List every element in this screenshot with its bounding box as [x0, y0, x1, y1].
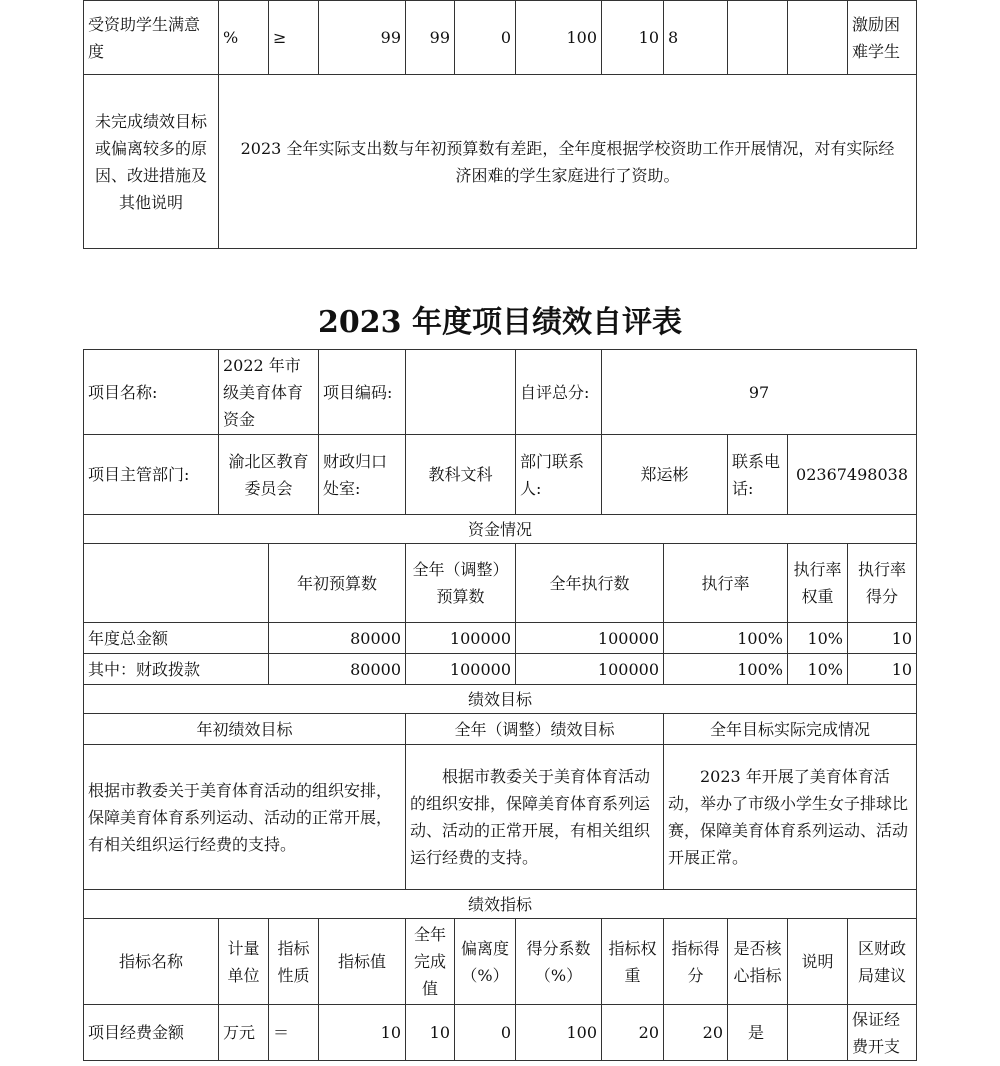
- indicator-cell: 100: [516, 1005, 602, 1061]
- indicator-actual: 99: [406, 1, 455, 75]
- indicator-header: 偏离度（%）: [455, 919, 516, 1005]
- indicator-name: 受资助学生满意度: [84, 1, 219, 75]
- indicator-cell: 20: [664, 1005, 728, 1061]
- indicator-target: 99: [319, 1, 406, 75]
- table-row: [84, 623, 917, 654]
- indicator-cell: 万元: [219, 1005, 269, 1061]
- funds-cell: 其中：财政拨款: [84, 654, 269, 685]
- table-row: [84, 1005, 917, 1061]
- indicator-cell: 0: [455, 1005, 516, 1061]
- reason-label: 未完成绩效目标或偏离较多的原因、改进措施及其他说明: [84, 75, 219, 249]
- funds-cell: 100000: [406, 623, 516, 654]
- indicator-advice: 激励困难学生: [848, 1, 917, 75]
- indicators-section-row: [84, 890, 917, 919]
- page-title: 2023 年度项目绩效自评表: [318, 305, 682, 340]
- indicator-header: 是否核心指标: [728, 919, 788, 1005]
- dept-name: 渝北区教育委员会: [219, 435, 319, 515]
- funds-header: [84, 544, 269, 623]
- indicator-header: 区财政局建议: [848, 919, 917, 1005]
- goals-header: 全年（调整）绩效目标: [406, 714, 664, 745]
- indicator-header: 说明: [788, 919, 848, 1005]
- goals-header-row: [84, 714, 917, 745]
- project-name: 2022 年市级美育体育资金: [219, 350, 319, 435]
- office-name: 教科文科: [406, 435, 516, 515]
- goals-header: 年初绩效目标: [84, 714, 406, 745]
- reason-row: [84, 75, 917, 249]
- indicator-weight: 10: [602, 1, 664, 75]
- indicator-cell: 项目经费金额: [84, 1005, 219, 1061]
- indicator-deviation: 0: [455, 1, 516, 75]
- goal-text-initial: 根据市教委关于美育体育活动的组织安排，保障美育体育系列运动、活动的正常开展，有相关组织运行经费的支持。: [84, 745, 406, 890]
- indicator-header: 计量单位: [219, 919, 269, 1005]
- funds-cell: 10: [848, 654, 917, 685]
- indicator-header: 得分系数（%）: [516, 919, 602, 1005]
- funds-cell: 100000: [516, 623, 664, 654]
- project-code: [406, 350, 516, 435]
- department-row: [84, 435, 917, 515]
- funds-header: 年初预算数: [269, 544, 406, 623]
- indicator-cell: ＝: [269, 1005, 319, 1061]
- funds-header: 执行率: [664, 544, 788, 623]
- indicator-note: [788, 1, 848, 75]
- indicator-nature: ≥: [269, 1, 319, 75]
- self-score: 97: [602, 350, 917, 435]
- funds-header: 执行率得分: [848, 544, 917, 623]
- funds-cell: 80000: [269, 623, 406, 654]
- evaluation-table: [83, 349, 917, 1061]
- dept-label: 项目主管部门:: [84, 435, 219, 515]
- funds-header: 全年（调整）预算数: [406, 544, 516, 623]
- funds-cell: 100%: [664, 623, 788, 654]
- funds-cell: 年度总金额: [84, 623, 269, 654]
- office-label: 财政归口处室:: [319, 435, 406, 515]
- indicator-header: 指标名称: [84, 919, 219, 1005]
- indicator-score: 8: [664, 1, 728, 75]
- project-name-label: 项目名称:: [84, 350, 219, 435]
- phone-label: 联系电话:: [728, 435, 788, 515]
- funds-header: 全年执行数: [516, 544, 664, 623]
- indicator-core: [728, 1, 788, 75]
- reason-text: 2023 全年实际支出数与年初预算数有差距，全年度根据学校资助工作开展情况，对有实际经济困难的学生家庭进行了资助。: [219, 75, 917, 249]
- funds-cell: 100000: [406, 654, 516, 685]
- table-row: [84, 654, 917, 685]
- indicator-header: 指标性质: [269, 919, 319, 1005]
- indicators-header-row: [84, 919, 917, 1005]
- previous-indicator-table: [83, 0, 917, 249]
- funds-cell: 10: [848, 623, 917, 654]
- funds-section-row: [84, 515, 917, 544]
- contact-name: 郑运彬: [602, 435, 728, 515]
- funds-cell: 80000: [269, 654, 406, 685]
- indicator-cell: 10: [406, 1005, 455, 1061]
- funds-section-title: 资金情况: [84, 515, 917, 544]
- funds-header: 执行率权重: [788, 544, 848, 623]
- indicators-section-title: 绩效指标: [84, 890, 917, 919]
- indicator-cell: 是: [728, 1005, 788, 1061]
- indicator-header: 指标值: [319, 919, 406, 1005]
- indicator-unit: %: [219, 1, 269, 75]
- indicator-header: 全年完成值: [406, 919, 455, 1005]
- indicator-header: 指标权重: [602, 919, 664, 1005]
- funds-cell: 100000: [516, 654, 664, 685]
- contact-label: 部门联系人:: [516, 435, 602, 515]
- indicator-cell: [788, 1005, 848, 1061]
- indicator-coef: 100: [516, 1, 602, 75]
- indicator-header: 指标得分: [664, 919, 728, 1005]
- indicator-cell: 20: [602, 1005, 664, 1061]
- goals-text-row: [84, 745, 917, 890]
- indicator-cell: 保证经费开支: [848, 1005, 917, 1061]
- project-code-label: 项目编码:: [319, 350, 406, 435]
- funds-header-row: [84, 544, 917, 623]
- self-score-label: 自评总分:: [516, 350, 602, 435]
- funds-cell: 100%: [664, 654, 788, 685]
- goals-header: 全年目标实际完成情况: [664, 714, 917, 745]
- funds-cell: 10%: [788, 654, 848, 685]
- indicator-cell: 10: [319, 1005, 406, 1061]
- funds-cell: 10%: [788, 623, 848, 654]
- phone-number: 02367498038: [788, 435, 917, 515]
- goal-text-actual: 2023 年开展了美育体育活动，举办了市级小学生女子排球比赛，保障美育体育系列运动、活动开展正常。: [664, 745, 917, 890]
- goals-section-title: 绩效目标: [84, 685, 917, 714]
- goals-section-row: [84, 685, 917, 714]
- project-info-row: [84, 350, 917, 435]
- table-row: [84, 1, 917, 75]
- goal-text-adjusted: 根据市教委关于美育体育活动的组织安排，保障美育体育系列运动、活动的正常开展，有相关组织运行经费的支持。: [406, 745, 664, 890]
